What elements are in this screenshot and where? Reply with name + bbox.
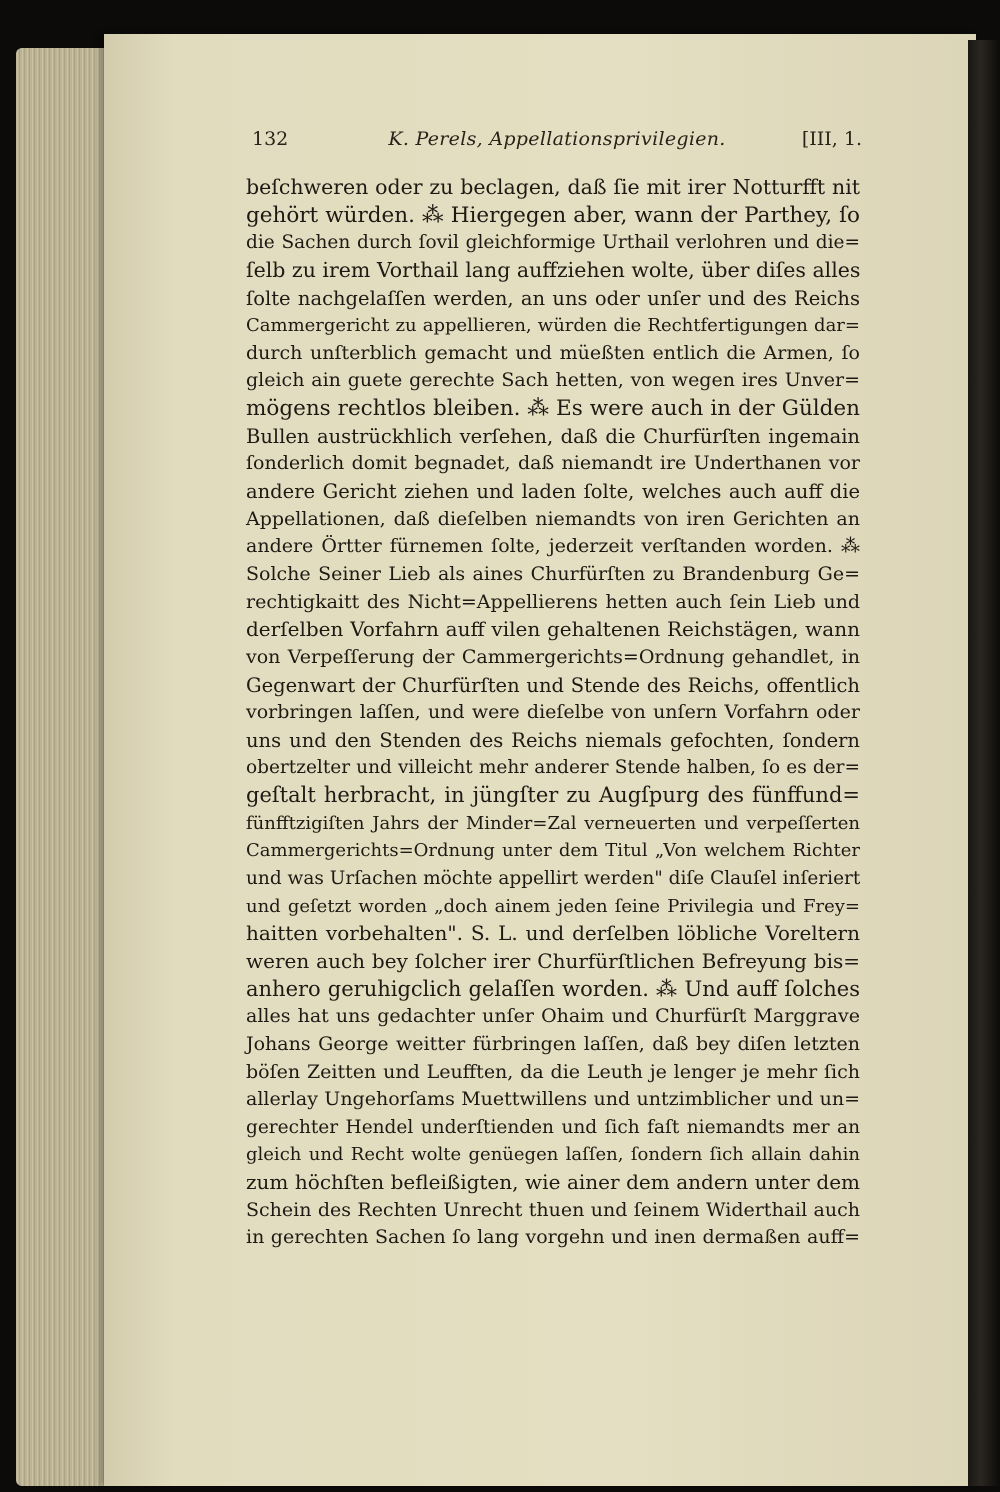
text-line: und was Urſachen möchte appellirt werden" diſe Clauſel inſeriert xyxy=(246,868,861,890)
text-line: in gerechten Sachen ſo lang vorgehn und inen dermaßen auff= xyxy=(246,1226,860,1249)
text-line: weren auch bey ſolcher irer Churfürſtlichen Befreyung bis= xyxy=(246,948,860,973)
body-text xyxy=(246,174,860,1252)
page-number: 132 xyxy=(252,128,289,150)
text-line: obertzelter und villeicht mehr anderer Stende halben, ſo es der= xyxy=(246,757,860,779)
text-line: fünfftzigiſten Jahrs der Minder=Zal verneuerten und verpeſſerten xyxy=(246,812,860,834)
text-line: gleich ain guete gerechte Sach hetten, von wegen ires Unver= xyxy=(246,369,860,392)
text-line: vorbringen laſſen, und were dieſelbe von unſern Vorfahrn oder xyxy=(246,701,860,724)
text-line: andere Gericht ziehen und laden ſolte, welches auch auff die xyxy=(246,480,860,504)
text-line: geſtalt herbracht, in jüngſter zu Augſpurg des fünffund= xyxy=(246,783,860,808)
text-line: allerlay Ungehorſams Muettwillens und untzimblicher und un= xyxy=(246,1088,860,1111)
text-line: rechtigkaitt des Nicht=Appellierens hetten auch ſein Lieb und xyxy=(246,590,860,613)
text-line: ſelb zu irem Vorthail lang auffziehen wolte, über diſes alles xyxy=(246,257,861,282)
text-line: Gegenwart der Churfürſten und Stende des Reichs, offentlich xyxy=(246,673,860,697)
text-line: Bullen austrückhlich verſehen, daß die Churfürſten ingemain xyxy=(246,424,860,448)
text-line: zum höchſten befleißigten, wie ainer dem andern unter dem xyxy=(246,1170,860,1195)
text-line: gehört würden. ⁂ Hiergegen aber, wann der Parthey, ſo xyxy=(246,202,860,228)
text-line: Appellationen, daß dieſelben niemandts von iren Gerichten an xyxy=(246,507,860,530)
text-line: Solche Seiner Lieb als aines Churfürſten zu Brandenburg Ge= xyxy=(246,562,860,585)
text-line: mögens rechtlos bleiben. ⁂ Es were auch in der Gülden xyxy=(246,396,860,422)
text-line: ſolte nachgelaſſen werden, an uns oder unſer und des Reichs xyxy=(246,286,860,310)
text-line: Cammergerichts=Ordnung unter dem Titul „Von welchem Richter xyxy=(246,840,860,862)
running-title: K. Perels, Appellationsprivilegien. xyxy=(388,128,726,150)
text-line: Johans George weitter fürbringen laſſen, daß bey diſen letzten xyxy=(246,1032,860,1055)
text-line: haitten vorbehalten". S. L. und derſelben löbliche Voreltern xyxy=(246,921,860,946)
section-reference: [III, 1. xyxy=(801,128,862,150)
text-line: von Verpeſſerung der Cammergerichts=Ordnung gehandlet, in xyxy=(246,645,860,668)
text-line: Schein des Rechten Unrecht thuen und ſeinem Widerthail auch xyxy=(246,1198,860,1221)
text-line: andere Örtter fürnemen ſolte, jederzeit verſtanden worden. ⁂ xyxy=(246,535,860,558)
text-line: ſonderlich domit begnadet, daß niemandt ire Underthanen vor xyxy=(246,452,860,475)
text-line: gleich und Recht wolte genüegen laſſen, ſondern ſich allain dahin xyxy=(246,1144,860,1166)
text-line: uns und den Stenden des Reichs niemals gefochten, ſondern xyxy=(246,728,860,752)
text-line: die Sachen durch ſovil gleichformige Urthail verlohren und die= xyxy=(246,232,860,254)
text-line: Cammergericht zu appellieren, würden die Rechtfertigungen dar= xyxy=(246,315,860,337)
book-gutter-shadow xyxy=(968,40,1000,1486)
text-line: beſchweren oder zu beclagen, daß ſie mit irer Notturfft nit xyxy=(246,175,860,199)
text-line: gerechter Hendel underſtienden und ſich faſt niemandts mer an xyxy=(246,1116,860,1138)
text-line: anhero geruhigclich gelaſſen worden. ⁂ Und auff ſolches xyxy=(246,976,860,1001)
page-header xyxy=(252,128,862,158)
text-line: böſen Zeitten und Leufften, da die Leuth je lenger je mehr ſich xyxy=(246,1060,860,1083)
text-line: und geſetzt worden „doch ainem jeden ſeine Privilegia und Frey= xyxy=(246,895,860,917)
text-line: durch unſterblich gemacht und müeßten entlich die Armen, ſo xyxy=(246,341,860,364)
text-line: derſelben Vorfahrn auff vilen gehaltenen Reichstägen, wann xyxy=(246,617,860,642)
text-line: alles hat uns gedachter unſer Ohaim und Churfürſt Marggrave xyxy=(246,1005,860,1028)
